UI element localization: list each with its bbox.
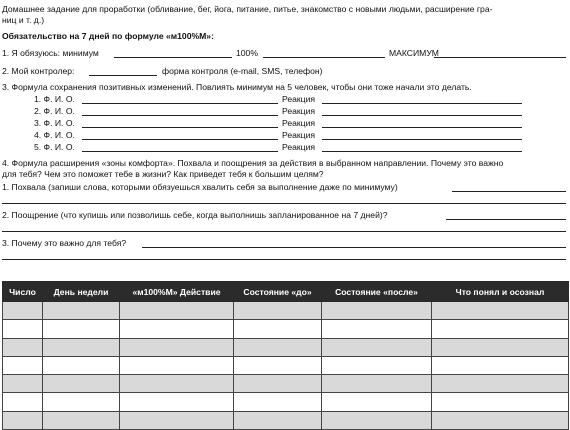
table-cell[interactable]	[3, 411, 43, 429]
table-cell[interactable]	[322, 320, 432, 338]
full-field[interactable]	[263, 57, 385, 58]
person-label-2: 2. Ф. И. О.	[34, 106, 75, 116]
table-cell[interactable]	[3, 302, 43, 320]
table-row	[3, 393, 569, 411]
person-name-field-5[interactable]	[82, 151, 278, 152]
person-label-4: 4. Ф. И. О.	[34, 130, 75, 140]
table-cell[interactable]	[43, 393, 120, 411]
person-label-5: 5. Ф. И. О.	[34, 142, 75, 152]
person-name-field-2[interactable]	[82, 115, 278, 116]
why-field-line[interactable]	[2, 259, 566, 260]
praise-field-line[interactable]	[2, 203, 566, 204]
table-cell[interactable]	[322, 302, 432, 320]
table-cell[interactable]	[234, 393, 322, 411]
table-header-row	[3, 282, 569, 302]
table-cell[interactable]	[43, 320, 120, 338]
table-cell[interactable]	[234, 375, 322, 393]
table-row	[3, 338, 569, 356]
item2-form: форма контроля (e-mail, SMS, телефон)	[162, 66, 323, 76]
table-cell[interactable]	[120, 302, 234, 320]
table-cell[interactable]	[234, 302, 322, 320]
reaction-label-3: Реакция	[282, 118, 316, 128]
table-cell[interactable]	[3, 393, 43, 411]
reaction-field-1[interactable]	[322, 103, 522, 104]
table-cell[interactable]	[120, 375, 234, 393]
table-cell[interactable]	[43, 375, 120, 393]
intro-line-2: ниц и т. д.)	[2, 15, 45, 25]
person-name-field-4[interactable]	[82, 139, 278, 140]
table-row	[3, 356, 569, 374]
table-cell[interactable]	[322, 411, 432, 429]
table-cell[interactable]	[3, 338, 43, 356]
table-row	[3, 320, 569, 338]
table-cell[interactable]	[432, 393, 569, 411]
table-cell[interactable]	[120, 411, 234, 429]
reaction-field-5[interactable]	[322, 151, 522, 152]
table-cell[interactable]	[3, 356, 43, 374]
table-cell[interactable]	[432, 338, 569, 356]
section-title: Обязательство на 7 дней по формуле «м100%М»:	[2, 31, 214, 41]
table-cell[interactable]	[120, 338, 234, 356]
table-cell[interactable]	[120, 320, 234, 338]
table-cell[interactable]	[322, 356, 432, 374]
col-header-date: Число	[3, 282, 43, 302]
reward-field-inline[interactable]	[446, 219, 566, 220]
reaction-label-4: Реакция	[282, 130, 316, 140]
table-cell[interactable]	[322, 393, 432, 411]
table-cell[interactable]	[234, 338, 322, 356]
item2-prefix: 2. Мой контролер:	[2, 66, 75, 76]
controller-field[interactable]	[89, 75, 157, 76]
person-label-1: 1. Ф. И. О.	[34, 94, 75, 104]
why-field-inline[interactable]	[142, 247, 566, 248]
max-field[interactable]	[434, 57, 566, 58]
col-header-weekday: День недели	[43, 282, 120, 302]
table-cell[interactable]	[234, 320, 322, 338]
question-praise: 1. Похвала (запиши слова, которыми обязуешься хвалить себя за выполнение даже по минимуму)	[2, 182, 398, 192]
table-cell[interactable]	[43, 302, 120, 320]
table-cell[interactable]	[43, 356, 120, 374]
person-name-field-3[interactable]	[82, 127, 278, 128]
item1-prefix: 1. Я обязуюсь: минимум	[2, 48, 99, 58]
col-header-action: «м100%М» Действие	[120, 282, 234, 302]
table-row	[3, 302, 569, 320]
table-cell[interactable]	[322, 375, 432, 393]
table-cell[interactable]	[43, 338, 120, 356]
reaction-field-3[interactable]	[322, 127, 522, 128]
table-cell[interactable]	[432, 375, 569, 393]
reaction-field-4[interactable]	[322, 139, 522, 140]
person-label-3: 3. Ф. И. О.	[34, 118, 75, 128]
table-cell[interactable]	[322, 338, 432, 356]
reaction-field-2[interactable]	[322, 115, 522, 116]
table-cell[interactable]	[432, 356, 569, 374]
table-row	[3, 375, 569, 393]
col-header-state-before: Состояние «до»	[234, 282, 322, 302]
table-cell[interactable]	[234, 411, 322, 429]
item4-line-2: для тебя? Чем это поможет тебе в жизни? Как приведет тебя к большим целям?	[2, 169, 324, 179]
table-cell[interactable]	[234, 356, 322, 374]
table-row	[3, 411, 569, 429]
table-cell[interactable]	[3, 375, 43, 393]
reaction-label-1: Реакция	[282, 94, 316, 104]
table-cell[interactable]	[3, 320, 43, 338]
item1-max: МАКСИМУМ	[389, 48, 439, 58]
table-cell[interactable]	[432, 320, 569, 338]
person-name-field-1[interactable]	[82, 103, 278, 104]
reaction-label-2: Реакция	[282, 106, 316, 116]
question-why: 3. Почему это важно для тебя?	[2, 238, 127, 248]
table-cell[interactable]	[120, 393, 234, 411]
item3-text: 3. Формула сохранения позитивных изменений. Повлиять минимум на 5 человек, чтобы они тоже начали это делать.	[2, 82, 472, 92]
item4-line-1: 4. Формула расширения «зоны комфорта». Похвала и поощрения за действия в выбранном направлении. Почему это важно	[2, 158, 504, 168]
praise-field-inline[interactable]	[452, 191, 566, 192]
min-field[interactable]	[114, 57, 232, 58]
item1-100: 100%	[236, 48, 258, 58]
table-cell[interactable]	[43, 411, 120, 429]
col-header-insights: Что понял и осознал	[432, 282, 569, 302]
question-reward: 2. Поощрение (что купишь или позволишь себе, когда выполнишь запланированное на 7 дней)?	[2, 210, 388, 220]
reaction-label-5: Реакция	[282, 142, 316, 152]
reward-field-line[interactable]	[2, 231, 566, 232]
intro-line-1: Домашнее задание для проработки (обливание, бег, йога, питание, питье, знакомство с новыми людьми, расширение гра-	[2, 4, 493, 14]
table-cell[interactable]	[432, 302, 569, 320]
tracking-table	[2, 281, 569, 430]
table-cell[interactable]	[120, 356, 234, 374]
table-cell[interactable]	[432, 411, 569, 429]
col-header-state-after: Состояние «после»	[322, 282, 432, 302]
